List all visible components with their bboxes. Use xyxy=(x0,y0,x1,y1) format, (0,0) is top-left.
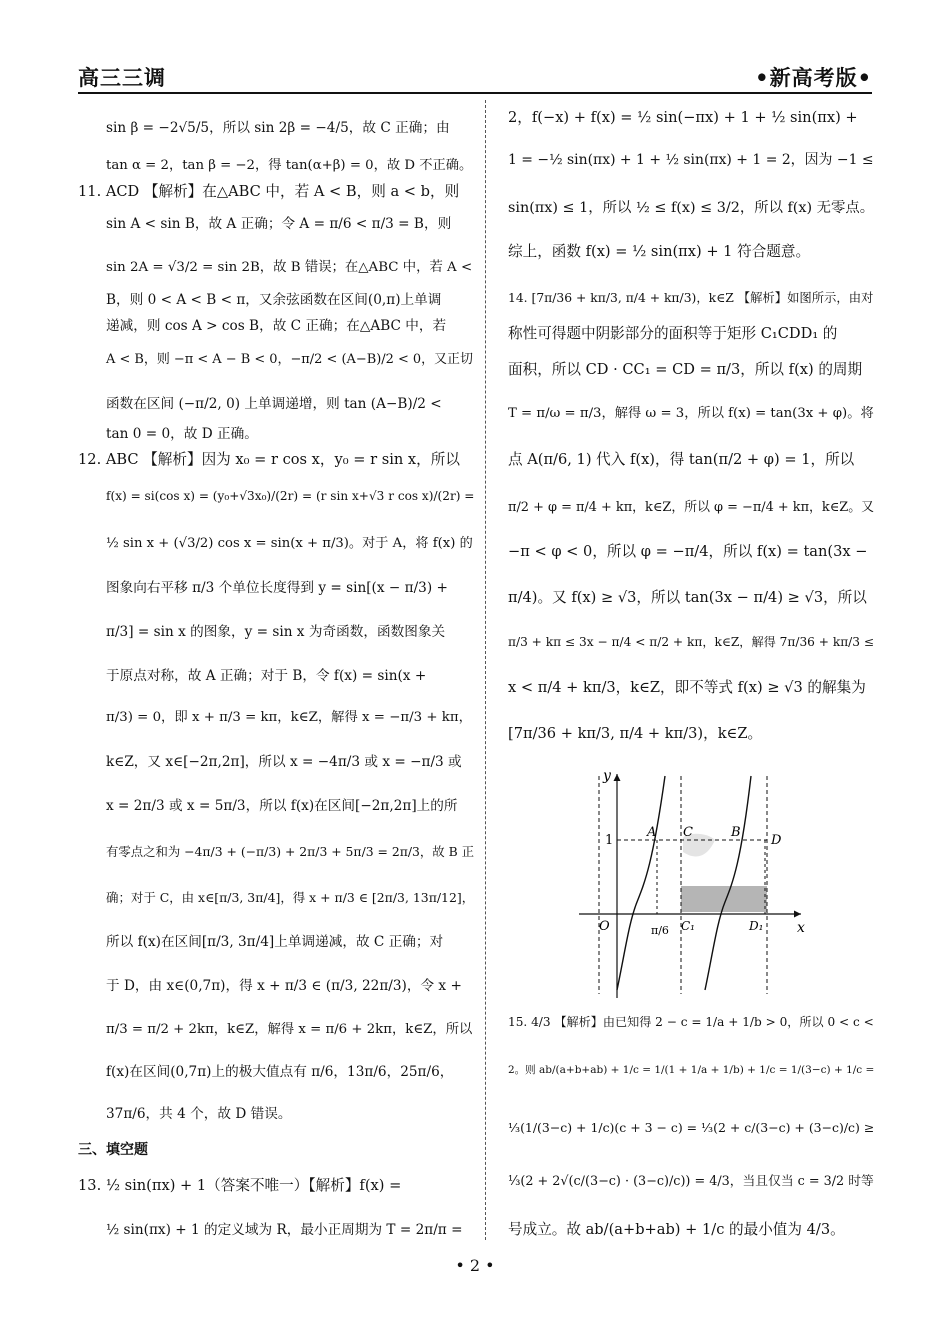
text-line: 1 = −½ sin(πx) + 1 + ½ sin(πx) + 1 = 2，因为 −1 ≤ xyxy=(508,152,874,168)
text-line: 图象向右平移 π/3 个单位长度得到 y = sin[(x − π/3) + xyxy=(106,580,448,596)
text-line: [7π/36 + kπ/3, π/4 + kπ/3)，k∈Z。 xyxy=(508,725,763,742)
text-line: x = 2π/3 或 x = 5π/3，所以 f(x)在区间[−2π,2π]上的所 xyxy=(106,798,458,814)
text-line: f(x) = si(cos x) = (y₀+√3x₀)/(2r) = (r sin x+√3 r cos x)/(2r) = xyxy=(106,489,475,503)
text-line: sin 2A = √3/2 = sin 2B，故 B 错误；在△ABC 中，若 A < xyxy=(106,260,473,275)
text-line: k∈Z，又 x∈[−2π,2π]，所以 x = −4π/3 或 x = −π/3 或 xyxy=(106,754,462,770)
text-line: tan α = 2，tan β = −2，得 tan(α+β) = 0，故 D 不正确。 xyxy=(106,158,473,173)
header-right-title: •新高考版• xyxy=(755,65,872,90)
text-line: 函数在区间 (−π/2, 0) 上单调递增，则 tan (A−B)/2 < xyxy=(106,396,442,412)
text-line: ⅓(2 + 2√(c/(3−c) · (3−c)/c)) = 4/3，当且仅当 c = 3/2 时等 xyxy=(508,1174,874,1189)
text-line: −π < φ < 0，所以 φ = −π/4，所以 f(x) = tan(3x − xyxy=(508,543,868,560)
header-left-title: 高三三调 xyxy=(78,65,166,90)
page-header xyxy=(78,60,872,90)
text-line: 2。则 ab/(a+b+ab) + 1/c = 1/(1 + 1/a + 1/b) + 1/c = 1/(3−c) + 1/c = xyxy=(508,1064,875,1076)
fig-label-x: x xyxy=(797,920,805,936)
text-line: 确；对于 C，由 x∈[π/3, 3π/4]，得 x + π/3 ∈ [2π/3, 13π/12]， xyxy=(106,890,475,905)
fig-label-d1: D₁ xyxy=(749,919,764,933)
text-line: π/3 + kπ ≤ 3x − π/4 < π/2 + kπ，k∈Z，解得 7π/36 + kπ/3 ≤ xyxy=(508,635,875,649)
text-line: π/2 + φ = π/4 + kπ，k∈Z，所以 φ = −π/4 + kπ，k∈Z。又 xyxy=(508,500,874,515)
text-line: B，则 0 < A < B < π，又余弦函数在区间(0,π)上单调 xyxy=(106,292,442,308)
fig-label-b: B xyxy=(731,825,741,840)
text-line: 面积，所以 CD · CC₁ = CD = π/3，所以 f(x) 的周期 xyxy=(508,361,863,378)
text-line: 点 A(π/6, 1) 代入 f(x)，得 tan(π/2 + φ) = 1，所以 xyxy=(508,451,855,468)
text-line: 于 D，由 x∈(0,7π)，得 x + π/3 ∈ (π/3, 22π/3)，令 x + xyxy=(106,978,462,994)
text-line: 递减，则 cos A > cos B，故 C 正确；在△ABC 中，若 xyxy=(106,318,447,334)
fig-label-c1: C₁ xyxy=(681,919,695,933)
text-line: 有零点之和为 −4π/3 + (−π/3) + 2π/3 + 5π/3 = 2π/3，故 B 正 xyxy=(106,844,474,859)
text-line: π/4)。又 f(x) ≥ √3，所以 tan(3x − π/4) ≥ √3，所以 xyxy=(508,589,867,606)
text-line: 12. ABC 【解析】因为 x₀ = r cos x，y₀ = r sin x，所以 xyxy=(78,451,460,468)
text-line: ⅓(1/(3−c) + 1/c)(c + 3 − c) = ⅓(2 + c/(3−c) + (3−c)/c) ≥ xyxy=(508,1120,875,1135)
fig-label-pi6: π/6 xyxy=(651,924,669,937)
section-heading: 三、填空题 xyxy=(78,1142,148,1158)
fig-label-origin: O xyxy=(599,919,610,934)
text-line: sin(πx) ≤ 1，所以 ½ ≤ f(x) ≤ 3/2，所以 f(x) 无零点。 xyxy=(508,200,875,216)
tangent-graph-figure xyxy=(575,762,825,998)
text-line: ½ sin x + (√3/2) cos x = sin(x + π/3)。对于 A，将 f(x) 的 xyxy=(106,536,473,551)
text-line: 于原点对称，故 A 正确；对于 B，令 f(x) = sin(x + xyxy=(106,668,427,684)
text-line: ½ sin(πx) + 1 的定义域为 R，最小正周期为 T = 2π/π = xyxy=(106,1222,463,1238)
text-line: sin β = −2√5/5，所以 sin 2β = −4/5，故 C 正确；由 xyxy=(106,120,450,136)
text-line: x < π/4 + kπ/3，k∈Z，即不等式 f(x) ≥ √3 的解集为 xyxy=(508,679,866,696)
text-line: 号成立。故 ab/(a+b+ab) + 1/c 的最小值为 4/3。 xyxy=(508,1221,845,1238)
text-line: π/3 = π/2 + 2kπ，k∈Z，解得 x = π/6 + 2kπ，k∈Z，所以 xyxy=(106,1022,473,1037)
text-line: 所以 f(x)在区间[π/3, 3π/4]上单调递减，故 C 正确；对 xyxy=(106,934,444,950)
text-line: T = π/ω = π/3，解得 ω = 3，所以 f(x) = tan(3x + φ)。将 xyxy=(508,406,874,421)
fig-label-d: D xyxy=(771,833,782,848)
text-line: 综上，函数 f(x) = ½ sin(πx) + 1 符合题意。 xyxy=(508,243,811,260)
text-line: A < B，则 −π < A − B < 0，−π/2 < (A−B)/2 < 0，又正切 xyxy=(106,352,473,367)
shaded-region xyxy=(681,886,767,912)
text-line: 13. ½ sin(πx) + 1（答案不唯一）【解析】f(x) = xyxy=(78,1177,402,1194)
text-line: π/3) = 0，即 x + π/3 = kπ，k∈Z，解得 x = −π/3 + kπ， xyxy=(106,710,472,725)
page-number: • 2 • xyxy=(455,1256,495,1275)
text-line: 14. [7π/36 + kπ/3, π/4 + kπ/3)，k∈Z 【解析】如图所示，由对 xyxy=(508,291,874,305)
text-line: 15. 4/3 【解析】由已知得 2 − c = 1/a + 1/b > 0，所以 0 < c < xyxy=(508,1015,874,1029)
text-line: 称性可得题中阴影部分的面积等于矩形 C₁CDD₁ 的 xyxy=(508,325,838,342)
fig-label-one: 1 xyxy=(605,833,614,848)
tangent-curve-2 xyxy=(705,776,751,990)
fig-label-c: C xyxy=(683,825,693,840)
text-line: sin A < sin B，故 A 正确；令 A = π/6 < π/3 = B，则 xyxy=(106,216,452,232)
text-line: f(x)在区间(0,7π)上的极大值点有 π/6，13π/6，25π/6， xyxy=(106,1064,454,1080)
fig-label-y: y xyxy=(603,768,611,784)
text-line: 37π/6，共 4 个，故 D 错误。 xyxy=(106,1106,292,1122)
text-line: 11. ACD 【解析】在△ABC 中，若 A < B，则 a < b，则 xyxy=(78,183,460,200)
text-line: tan 0 = 0，故 D 正确。 xyxy=(106,426,258,442)
fig-label-a: A xyxy=(647,825,657,840)
header-rule xyxy=(78,92,872,94)
text-line: π/3] = sin x 的图象，y = sin x 为奇函数，函数图象关 xyxy=(106,624,446,640)
tangent-curve-1 xyxy=(617,776,665,990)
text-line: 2，f(−x) + f(x) = ½ sin(−πx) + 1 + ½ sin(πx) + xyxy=(508,109,858,126)
